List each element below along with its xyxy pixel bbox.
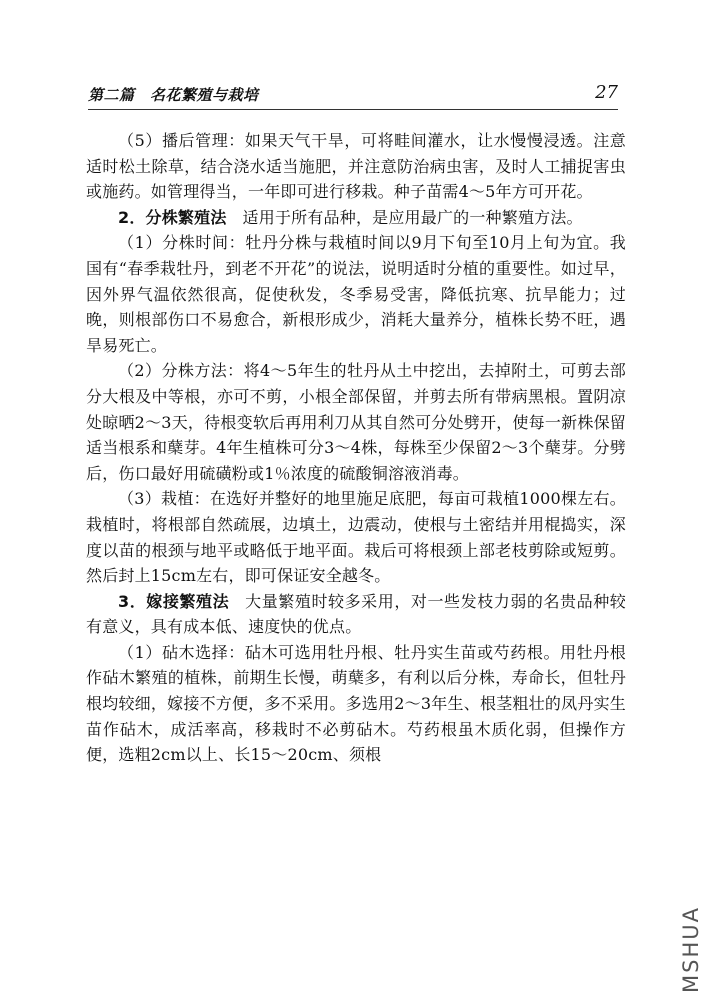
running-header [88,82,618,108]
paragraph-text: （1）分株时间：牡丹分株与栽植时间以9月下旬至10月上旬为宜。我国有“春季栽牡丹，到老不开花”的说法，说明适时分植的重要性。如过早，因外界气温依然很高，促使秋发，冬季易受害，降低抗寒、抗旱能力；过晚，则根部伤口不易愈合，新根形成少，消耗大量养分，植株长势不旺，遇旱易死亡。 [86,233,626,355]
paragraph-text: （2）分株方法：将4～5年生的牡丹从土中挖出，去掉附土，可剪去部分大根及中等根，亦可不剪，小根全部保留，并剪去所有带病黑根。置阴凉处晾晒2～3天，待根变软后再用利刀从其自然可分处劈开，使每一新株保留适当根系和蘖芽。4年生植株可分3～4株，每株至少保留2～3个蘖芽。分劈后，伤口最好用硫磺粉或1％浓度的硫酸铜溶液消毒。 [86,361,626,483]
paragraph-text: （5）播后管理：如果天气干旱，可将畦间灌水，让水慢慢浸透。注意适时松土除草，结合浇水适当施肥，并注意防治病虫害，及时人工捕捉害虫或施药。如管理得当，一年即可进行移栽。种子苗需4～5年方可开花。 [86,131,626,202]
paragraph-planting [86,486,626,588]
watermark-text: MSHUA [679,906,703,993]
page-number: 27 [595,82,618,103]
paragraph-text: 大量繁殖时较多采用，对一些发枝力弱的名贵品种较有意义，具有成本低、速度快的优点。 [86,591,626,637]
paragraph-division-technique [86,358,626,486]
paragraph-text: （3）栽植：在选好并整好的地里施足底肥，每亩可栽植1000棵左右。栽植时，将根部自然疏展，边填土，边震动，使根与土密结并用棍捣实，深度以苗的根颈与地平或略低于地平面。栽后可将根颈上部老枝剪除或短剪。然后封上15cm左右，即可保证安全越冬。 [86,489,626,586]
paragraph-text: 适用于所有品种，是应用最广的一种繁殖方法。 [242,207,583,227]
section-heading: 2．分株繁殖法 [118,207,227,227]
paragraph-grafting-method [86,589,626,640]
body-text [86,128,626,768]
paragraph-division-time [86,230,626,358]
paragraph-sowing-management [86,128,626,205]
section-heading: 3．嫁接繁殖法 [118,591,230,611]
paragraph-rootstock-selection [86,640,626,768]
paragraph-division-method [86,205,626,231]
paragraph-text: （1）砧木选择：砧木可选用牡丹根、牡丹实生苗或芍药根。用牡丹根作砧木繁殖的植株，前期生长慢，萌蘖多，有利以后分株，寿命长，但牡丹根均较细，嫁接不方便，多不采用。多选用2～3年生、根茎粗壮的凤丹实生苗作砧木，成活率高，移栽时不必剪砧木。芍药根虽木质化弱，但操作方便，选粗2cm以上、长15～20cm、须根 [86,642,626,765]
chapter-title: 第二篇 名花繁殖与栽培 [88,86,259,104]
header-divider [88,109,618,110]
